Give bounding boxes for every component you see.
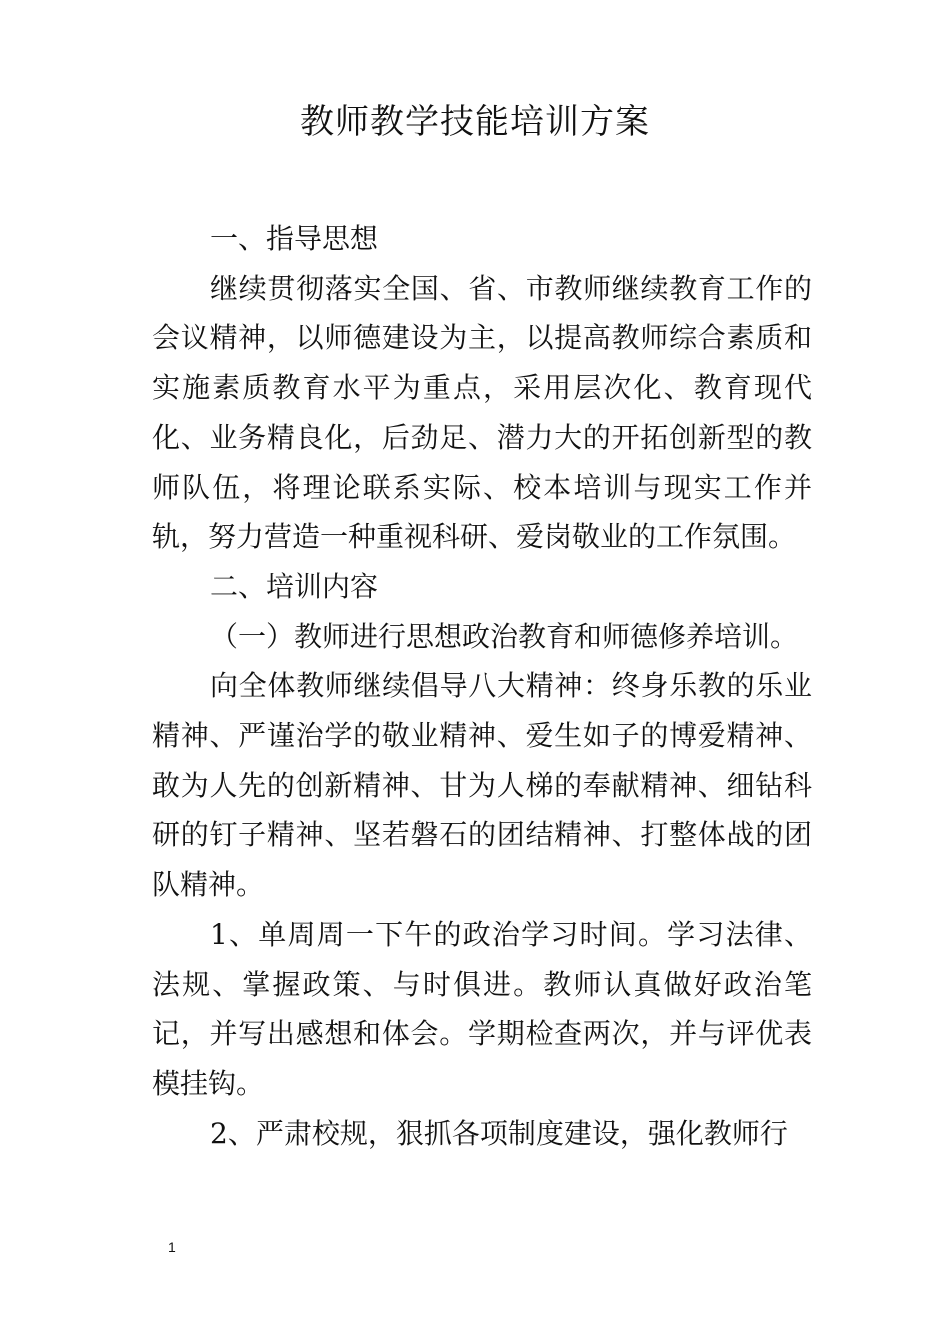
document-body [152,214,812,1158]
paragraph-eight-spirits: 向全体教师继续倡导八大精神：终身乐教的乐业精神、严谨治学的敬业精神、爱生如子的博爱精神、敢为人先的创新精神、甘为人梯的奉献精神、细钻科研的钉子精神、坚若磐石的团结精神、打整体战的团队精神。 [152,669,812,902]
paragraph-guiding-ideology: 继续贯彻落实全国、省、市教师继续教育工作的会议精神，以师德建设为主，以提高教师综合素质和实施素质教育水平为重点，采用层次化、教育现代化、业务精良化，后劲足、潜力大的开拓创新型的教师队伍，将理论联系实际、校本培训与现实工作并轨，努力营造一种重视科研、爱岗敬业的工作氛围。 [152,271,812,554]
paragraph-item-1: 1、单周周一下午的政治学习时间。学习法律、法规、掌握政策、与时俱进。教师认真做好政治笔记，并写出感想和体会。学期检查两次，并与评优表模挂钩。 [152,917,812,1100]
document-title: 教师教学技能培训方案 [300,102,650,142]
subsection-heading-political-education: （一）教师进行思想政治教育和师德修养培训。 [210,619,799,653]
page-number: 1 [168,1239,176,1255]
section-heading-training-content: 二、培训内容 [210,569,379,603]
section-heading-guiding-ideology: 一、指导思想 [210,222,379,255]
paragraph-item-2: 2、严肃校规，狠抓各项制度建设，强化教师行 [210,1116,788,1150]
